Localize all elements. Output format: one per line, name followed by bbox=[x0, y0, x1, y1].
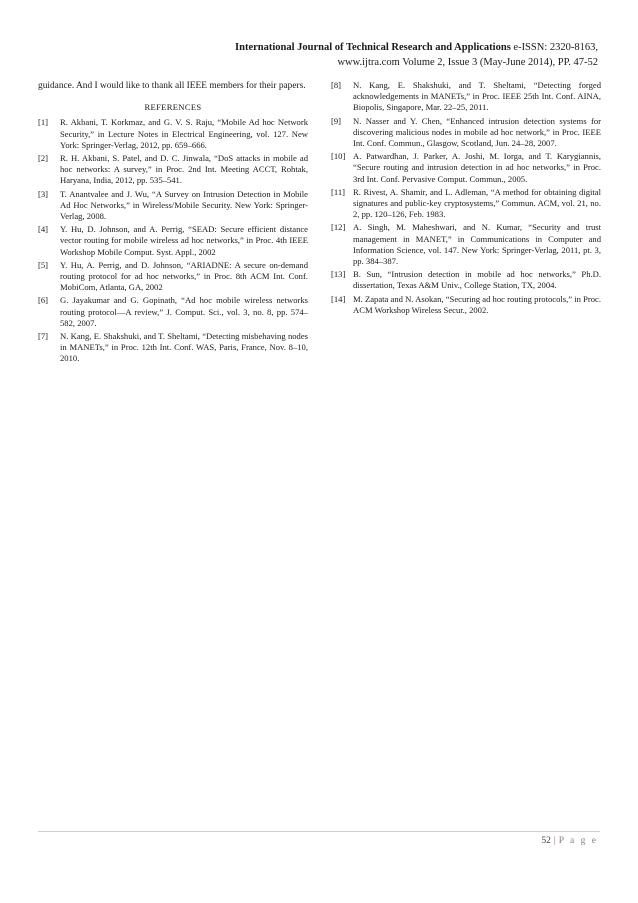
reference-number: [8] bbox=[331, 80, 342, 90]
reference-text: A. Patwardhan, J. Parker, A. Joshi, M. Iorga, and T. Karygiannis, “Secure routing and intrusion detection in ad hoc networks,” in Proc. 3rd Int. Conf. Pervasive Comput. Commun., 2005. bbox=[353, 151, 601, 184]
page-footer bbox=[541, 836, 598, 846]
reference-item bbox=[38, 153, 308, 187]
page-label: P a g e bbox=[558, 836, 598, 846]
page-header bbox=[235, 40, 598, 70]
page-number: 52 bbox=[541, 836, 551, 846]
reference-text: B. Sun, “Intrusion detection in mobile ad hoc networks,” Ph.D. dissertation, Texas A&M Univ., College Station, TX, 2004. bbox=[353, 269, 601, 291]
reference-item bbox=[38, 189, 308, 223]
reference-number: [2] bbox=[38, 153, 49, 164]
right-column bbox=[331, 80, 601, 318]
reference-number: [11] bbox=[331, 186, 345, 197]
reference-text: M. Zapata and N. Asokan, “Securing ad hoc routing protocols,” in Proc. ACM Workshop Wireless Secur., 2002. bbox=[353, 293, 601, 315]
references-list-left bbox=[38, 117, 308, 364]
issn: e-ISSN: 2320-8163, bbox=[510, 42, 598, 53]
reference-text: Y. Hu, A. Perrig, and D. Johnson, “ARIADNE: A secure on-demand routing protocol for ad hoc networks,” in Proc. 8th ACM Int. Conf. MobiCom, Atlanta, GA, 2002 bbox=[60, 259, 308, 293]
reference-item bbox=[331, 269, 601, 291]
header-line-1 bbox=[235, 40, 598, 55]
reference-number: [12] bbox=[331, 222, 346, 233]
reference-item bbox=[38, 260, 308, 294]
reference-number: [4] bbox=[38, 224, 49, 235]
acknowledgement-paragraph: guidance. And I would like to thank all IEEE members for their papers. bbox=[38, 81, 306, 91]
footer-divider bbox=[38, 831, 600, 832]
reference-number: [14] bbox=[331, 293, 346, 304]
reference-number: [9] bbox=[331, 115, 342, 126]
reference-item bbox=[38, 331, 308, 365]
reference-number: [5] bbox=[38, 259, 49, 270]
reference-text: R. Akbani, T. Korkmaz, and G. V. S. Raju, “Mobile Ad hoc Network Security,” in Lecture Notes in Electrical Engineering, vol. 127. New York: Springer-Verlag, 2012, pp. 659–666. bbox=[60, 117, 308, 150]
reference-text: N. Kang, E. Shakshuki, and T. Sheltami, “Detecting misbehaving nodes in MANETs,” in Proc. 12th Int. Conf. WAS, Paris, France, Nov. 8–10, 2010. bbox=[60, 331, 308, 364]
reference-text: T. Anantvalee and J. Wu, “A Survey on Intrusion Detection in Mobile Ad Hoc Networks,” in Wireless/Mobile Security. New York: Springer- Verlag, 2008. bbox=[60, 188, 308, 222]
reference-number: [6] bbox=[38, 295, 49, 306]
journal-title: International Journal of Technical Research and Applications bbox=[235, 42, 511, 53]
references-heading: REFERENCES bbox=[144, 102, 202, 113]
reference-text: R. H. Akbani, S. Patel, and D. C. Jinwala, “DoS attacks in mobile ad hoc networks: A survey,” in Proc. 2nd Int. Meeting ACCT, Rohtak, Haryana, India, 2012, pp. 535–541. bbox=[60, 153, 308, 186]
reference-item bbox=[331, 222, 601, 267]
reference-item bbox=[331, 116, 601, 150]
header-line-2: www.ijtra.com Volume 2, Issue 3 (May-June 2014), PP. 47-52 bbox=[337, 57, 598, 68]
reference-item bbox=[38, 295, 308, 329]
reference-item bbox=[38, 117, 308, 151]
reference-text: G. Jayakumar and G. Gopinath, “Ad hoc mobile wireless networks routing protocol—A review,” J. Comput. Sci., vol. 3, no. 8, pp. 574–582, 2007. bbox=[60, 295, 308, 328]
reference-number: [7] bbox=[38, 331, 49, 342]
reference-number: [10] bbox=[331, 151, 346, 162]
reference-text: N. Kang, E. Shakshuki, and T. Sheltami, “Detecting forged acknowledgements in MANETs,” in Proc. IEEE 25th Int. Conf. AINA, Biopolis, Singapore, Mar. 22–25, 2011. bbox=[353, 80, 601, 113]
reference-item bbox=[331, 80, 601, 114]
reference-text: A. Singh, M. Maheshwari, and N. Kumar, “Security and trust management in MANET,” in Communications in Computer and Information Science, vol. 147. New York: Springer-Verlag, 2011, pt. 3, pp. 384–387. bbox=[353, 222, 601, 267]
references-list-right bbox=[331, 80, 601, 316]
reference-item bbox=[331, 151, 601, 185]
reference-item bbox=[331, 187, 601, 221]
reference-number: [13] bbox=[331, 269, 346, 280]
reference-text: N. Nasser and Y. Chen, “Enhanced intrusion detection systems for discovering malicious nodes in mobile ad hoc network,” in Proc. IEEE Int. Conf. Commun., Glasgow, Scotland, Jun. 24–28, 2007. bbox=[353, 115, 601, 149]
reference-number: [1] bbox=[38, 117, 49, 128]
footer-separator: | bbox=[553, 836, 556, 846]
reference-text: Y. Hu, D. Johnson, and A. Perrig, “SEAD: Secure efficient distance vector routing for mobile wireless ad hoc networks,” in Proc. 4th IEEE Workshop Mobile Comput. Syst. Appl., 2002 bbox=[60, 224, 308, 257]
reference-number: [3] bbox=[38, 188, 49, 199]
reference-item bbox=[38, 224, 308, 258]
left-column bbox=[38, 80, 308, 367]
reference-item bbox=[331, 294, 601, 316]
reference-text: R. Rivest, A. Shamir, and L. Adleman, “A method for obtaining digital signatures and public-key cryptosystems,” Commun. ACM, vol. 21, no. 2, pp. 120–126, Feb. 1983. bbox=[353, 186, 601, 220]
